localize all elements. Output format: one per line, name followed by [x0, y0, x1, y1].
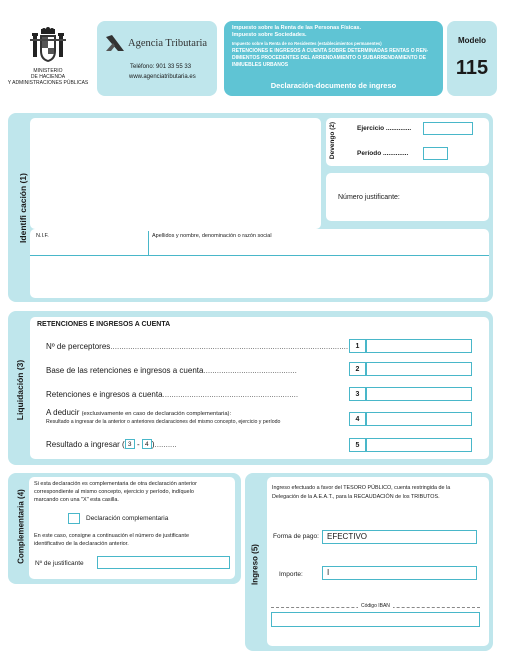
coat-of-arms-logo [30, 27, 66, 65]
complementaria-text-1: Si esta declaración es complementaria de otra declaración anterior [34, 481, 197, 487]
row-3-input[interactable] [366, 387, 472, 401]
model-label: Modelo [458, 36, 486, 45]
row-5-ref-4: 4 [142, 439, 152, 449]
agency-website: www.agenciatributaria.es [129, 74, 196, 80]
identificacion-label: Identifi cación (1) [18, 173, 28, 243]
identification-sticker-area[interactable] [30, 118, 321, 229]
periodo-label: Período .............. [357, 150, 409, 157]
row-4-number: 4 [349, 412, 366, 426]
row-4-input[interactable] [366, 412, 472, 426]
liquidacion-label: Liquidación (3) [15, 359, 25, 421]
ministry-line-2: DE HACIENDA [30, 74, 66, 80]
row-3-number: 3 [349, 387, 366, 401]
devengo-label: Devengo (2) [329, 121, 336, 160]
ministry-line-3: Y ADMINISTRACIONES PÚBLICAS [7, 80, 89, 86]
justificante-label: Número justificante: [338, 194, 400, 201]
row-5-ref-3: 3 [125, 439, 135, 449]
complementaria-text-4: En este caso, consigne a continuación el número de justificante [34, 533, 190, 539]
ingreso-label: Ingreso (5) [250, 544, 260, 585]
name-label: Apellidos y nombre, denominación o razón social [152, 233, 272, 239]
row-1-input[interactable] [366, 339, 472, 353]
row-1-label: Nº de perceptores........................................................................................................... [46, 342, 349, 351]
complementaria-label: Complementaria (4) [16, 489, 26, 564]
importe-label: Importe: [279, 571, 303, 578]
justificante-anterior-label: Nº de justificante [35, 560, 84, 567]
ministry-line-1: MINISTERIO [33, 68, 63, 74]
forma-pago-value: EFECTIVO [327, 532, 368, 541]
doc-type: Declaración-documento de ingreso [270, 81, 397, 90]
row-2-number: 2 [349, 362, 366, 376]
tax-line-4: RETENCIONES E INGRESOS A CUENTA SOBRE DETERMINADAS RENTAS O REN- [232, 48, 429, 54]
periodo-input[interactable] [423, 147, 448, 160]
complementaria-text-3: marcando con una "X" esta casilla. [34, 497, 119, 503]
row-1-number: 1 [349, 339, 366, 353]
complementaria-checkbox[interactable] [68, 513, 80, 524]
ingreso-text-2: Delegación de la A.E.A.T., para la RECAUDACIÓN de los TRIBUTOS. [272, 494, 440, 500]
nif-name-box [30, 229, 489, 298]
row-4-sublabel: Resultado a ingresar de la anterior o anteriores declaraciones del mismo concepto, ejercicio y período [46, 419, 281, 425]
nif-label: N.I.F. [36, 233, 49, 239]
row-2-input[interactable] [366, 362, 472, 376]
ingreso-text-1: Ingreso efectuado a favor del TESORO PÚBLICO, cuenta restringida de la [272, 485, 451, 491]
ejercicio-input[interactable] [423, 122, 473, 135]
complementaria-text-5: identificativo de la declaración anterior. [34, 541, 129, 547]
importe-input[interactable] [322, 566, 477, 580]
tax-line-1: Impuesto sobre la Renta de las Personas Físicas. [232, 25, 361, 31]
complementaria-text-2: correspondiente al mismo concepto, ejercicio y período, indíquelo [34, 489, 194, 495]
agency-name: Agencia Tributaria [128, 38, 208, 49]
model-number: 115 [455, 57, 489, 79]
checkbox-label: Declaración complementaria [86, 515, 169, 522]
tax-line-2: Impuesto sobre Sociedades. [232, 32, 307, 38]
agency-logo-icon [104, 33, 126, 53]
tax-line-5: DIMIENTOS PROCEDENTES DEL ARRENDAMIENTO O SUBARRENDAMIENTO DE [232, 55, 426, 61]
justificante-anterior-input[interactable] [97, 556, 230, 569]
importe-value: I [327, 568, 330, 577]
row-3-label: Retenciones e ingresos a cuenta............................................................. [46, 390, 299, 399]
tax-line-3: Impuesto sobre la Renta de no Residentes (establecimientos permanentes) [232, 41, 382, 46]
nif-row-divider [30, 255, 489, 256]
iban-label: Código IBAN [358, 603, 393, 609]
tax-line-6: INMUEBLES URBANOS [232, 62, 289, 68]
row-4-label: A deducir (exclusivamente en caso de declaración complementaria): [46, 408, 232, 417]
name-input[interactable] [149, 241, 487, 254]
liquidacion-title: RETENCIONES E INGRESOS A CUENTA [37, 321, 171, 328]
row-2-label: Base de las retenciones e ingresos a cuenta.......................................... [46, 366, 297, 375]
nif-input[interactable] [31, 241, 147, 254]
row-5-number: 5 [349, 438, 366, 452]
agency-phone: Teléfono: 901 33 55 33 [130, 64, 192, 70]
ejercicio-label: Ejercicio .............. [357, 125, 412, 132]
row-5-label: Resultado a ingresar ( 3 - 4 ) .......... [46, 439, 177, 449]
iban-input[interactable] [271, 612, 480, 627]
forma-pago-label: Forma de pago: [273, 533, 319, 540]
row-5-input[interactable] [366, 438, 472, 452]
